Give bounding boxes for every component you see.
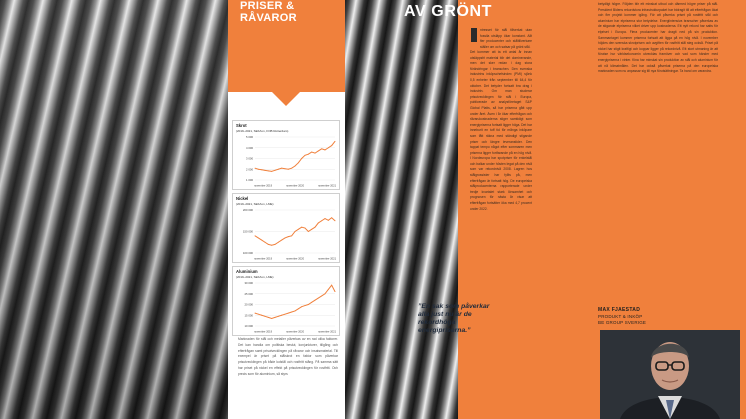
data-point: [325, 149, 326, 150]
data-point: [311, 302, 312, 303]
chart-nickel: [232, 193, 340, 263]
data-point: [301, 227, 302, 228]
chart-skrot-svg: [233, 121, 339, 189]
data-point: [261, 240, 262, 241]
x-tick-label: november 2020: [285, 257, 305, 261]
data-point: [325, 218, 326, 219]
data-point: [318, 151, 319, 152]
article-col1-intro: ntresset för stål tillverkat utan fossila utsläpp ökar konstant. Allt fler producenter och ståltillverkare ställer om och satsar på grönt stål.: [480, 28, 532, 49]
series-line: [255, 141, 335, 171]
author-name: MAX FJAESTAD: [598, 307, 641, 313]
data-point: [315, 227, 316, 228]
author-role: [598, 314, 718, 326]
x-tick-label: november 2021: [317, 257, 337, 261]
data-point: [318, 222, 319, 223]
data-point: [321, 295, 322, 296]
chart-title: Skrot: [236, 123, 247, 128]
data-point: [281, 240, 282, 241]
pull-quote: ”En sak som påverkar alla just nu är de rekordhöga energipriserna.”: [418, 303, 490, 334]
sidebar-header: [228, 0, 345, 92]
data-point: [325, 293, 326, 294]
x-tick-label: november 2021: [317, 184, 337, 188]
data-point: [321, 148, 322, 149]
data-point: [335, 141, 336, 142]
y-tick-label: 5 000: [246, 135, 253, 139]
data-point: [281, 168, 282, 169]
data-point: [271, 171, 272, 172]
data-point: [268, 317, 269, 318]
y-tick-label: 10 000: [244, 324, 253, 328]
data-point: [288, 236, 289, 237]
chart-skrot: [232, 120, 340, 190]
data-point: [265, 170, 266, 171]
y-tick-label: 100 000: [242, 251, 253, 255]
data-point: [268, 170, 269, 171]
x-tick-label: november 2019: [253, 257, 273, 261]
data-point: [331, 145, 332, 146]
data-point: [305, 305, 306, 306]
data-point: [285, 238, 286, 239]
data-point: [331, 217, 332, 218]
data-point: [271, 318, 272, 319]
author-role-line-1: PRODUKT & INKÖP: [598, 314, 643, 319]
chart-nickel-svg: [233, 194, 339, 262]
data-point: [291, 168, 292, 169]
y-tick-label: 3 000: [246, 156, 253, 161]
author-role-line-2: BE GROUP SVERIGE: [598, 320, 647, 325]
data-point: [308, 154, 309, 155]
sidebar-prices: [228, 0, 345, 419]
y-tick-label: 150 000: [242, 229, 253, 234]
data-point: [291, 235, 292, 236]
y-tick-label: 4 000: [246, 145, 253, 150]
y-tick-label: 2 000: [246, 167, 253, 172]
data-point: [268, 244, 269, 245]
data-point: [295, 311, 296, 312]
data-point: [328, 289, 329, 290]
sidebar-title-line-1: PRISER &: [240, 0, 295, 12]
data-point: [301, 306, 302, 307]
y-tick-label: 25 000: [244, 291, 253, 296]
data-point: [295, 231, 296, 232]
data-point: [308, 231, 309, 232]
data-point: [298, 162, 299, 163]
data-point: [295, 166, 296, 167]
data-point: [265, 316, 266, 317]
data-point: [275, 317, 276, 318]
data-point: [265, 242, 266, 243]
data-point: [328, 220, 329, 221]
sidebar-body-text: Marknaden för stål och metaller påverkas av en rad olika faktorer. Det kan handla om politiska beslut, konjunkturer, tillgång och efterfrågan samt prisutvecklingen på råvaror och insatsmaterial. Till exempel är priset på stålskrot en faktor som påverkar prisutvecklingen på både kolstål och rostfritt stång. På samma sätt har priset på nickel en effekt på prisutvecklingen för rostfritt. Och precis som för aluminium, så styrs: [238, 337, 338, 376]
data-point: [305, 155, 306, 156]
data-point: [335, 291, 336, 292]
x-tick-label: november 2020: [285, 330, 305, 334]
article-headline: AV GRÖNT: [404, 3, 493, 20]
chart-aluminium-svg: [233, 267, 339, 335]
data-point: [311, 152, 312, 153]
x-tick-label: november 2019: [253, 184, 273, 188]
data-point: [328, 147, 329, 148]
data-point: [278, 242, 279, 243]
author-portrait: [600, 330, 740, 419]
data-point: [258, 169, 259, 170]
data-point: [305, 228, 306, 229]
x-tick-label: november 2020: [285, 184, 305, 188]
data-point: [261, 169, 262, 170]
data-point: [255, 313, 256, 314]
chart-aluminium: [232, 266, 340, 336]
data-point: [288, 313, 289, 314]
metal-bars-photo: [0, 0, 228, 419]
x-tick-label: november 2021: [317, 330, 337, 334]
data-point: [315, 300, 316, 301]
y-tick-label: 200 000: [242, 208, 253, 212]
data-point: [315, 153, 316, 154]
chart-subtitle: (2019–2021, SEK/ton, LME): [236, 275, 274, 279]
data-point: [261, 315, 262, 316]
x-tick-label: november 2019: [253, 330, 273, 334]
data-point: [278, 169, 279, 170]
data-point: [275, 244, 276, 245]
data-point: [298, 308, 299, 309]
data-point: [291, 312, 292, 313]
sidebar-title-line-2: RÅVAROR: [240, 12, 297, 24]
data-point: [285, 168, 286, 169]
data-point: [311, 229, 312, 230]
chart-subtitle: (2019–2021, SEK/ton, LME): [236, 202, 274, 206]
sidebar-notch: [272, 92, 300, 106]
data-point: [321, 220, 322, 221]
data-point: [255, 235, 256, 236]
dropcap-marker: [471, 28, 477, 42]
y-tick-label: 15 000: [244, 313, 253, 318]
data-point: [298, 229, 299, 230]
data-point: [318, 298, 319, 299]
article-col2-body: betydligt högre. Följden blir ett minskat utbud och därmed högre priser på stål. President Bidens rekordstora infrastrukturpaket har bidragit till att efterfrågan ökat och fler projekt kommer igång. För att påverka priset på rostfritt stål och aluminium har elpriserna stor betydelse. Energiintensiva branscher påverkas av de stigande elpriserna vilket driver upp kostnaderna. Ett nytt rekord har satts för elpriset i Europa. Flera producenter har dragit ned på sin produktion. Sammantaget kommer priserna fortsatt att ligga på en hög nivå. I november höjdes den svenska skrotprisen och avgiften för rostfritt stål steg också. Priset på nickel har stigit kraftigt och koppar ligger på rekordnivå. Ett stort utmaning är att förutse hur världsekonomin utvecklas framöver och vad som händer med energipriserna i vinter. Kina har minskat sin produktion av stål och aluminium för att nå klimatmålen. Det har också påverkat priserna på den europeiska marknaden som nu anpassar sig till nya förutsättningar. Ta hand om varandra.: [598, 2, 718, 74]
data-point: [278, 316, 279, 317]
data-point: [285, 314, 286, 315]
chart-title: Nickel: [236, 196, 249, 201]
y-tick-label: 1 000: [246, 178, 253, 182]
sidebar-title: [240, 0, 335, 24]
data-point: [281, 315, 282, 316]
data-point: [258, 314, 259, 315]
y-tick-label: 30 000: [244, 281, 253, 285]
data-point: [258, 238, 259, 239]
chart-title: Aluminium: [236, 269, 258, 274]
metal-strip-photo: [345, 0, 458, 419]
data-point: [271, 245, 272, 246]
data-point: [288, 169, 289, 170]
data-point: [331, 285, 332, 286]
portrait-illustration: [600, 330, 740, 419]
data-point: [308, 304, 309, 305]
data-point: [301, 158, 302, 159]
series-line: [255, 285, 335, 318]
article-col1-body: Det kommer att ta ett antal år innan utsläppsfri material blir det dominerande, men det sker redan i dag stora förändringar i branschen. Den svenska industrins inköpschefsindex (PMI) sjönk 0,5 enheter från september till 64,4 för oktober. Det betyder fortsatt bra drag i industrin. Om man studerar prisutvecklingen för stål i Europa, publicerade av analysföretaget S&P Global Platts, så har priserna gått upp under året. Även i år ökar efterfrågan och råvarukostnaderna stiger samtidigt som energipriserna fortsatt ligger höga. Det har inneburit en tuff tid för många inköpare som fått räkna med ständigt stigande priser och längre leveranstider. Den tappat tempo något efter sommaren men priserna ligger fortfarande på en hög nivå. I Nordeuropa har spotpriser för enkelstål och balkar under hösten legat på den nivå som var rekordnivå 2008. Lagren hos stålgrossister har fyllts på, men efterfrågan är fortsatt hög. De europeiska stålproducenterna rapporterade under tredje kvartalet stark lönsamhet och prognosen för nästa år visar att efterfrågan fortsätter öka med 4,7 procent under 2022.: [470, 50, 532, 211]
chart-subtitle: (2019–2021, SEK/ton, FOB Rotterdam): [236, 129, 289, 133]
y-tick-label: 20 000: [244, 302, 253, 307]
data-point: [335, 220, 336, 221]
data-point: [275, 170, 276, 171]
data-point: [255, 168, 256, 169]
